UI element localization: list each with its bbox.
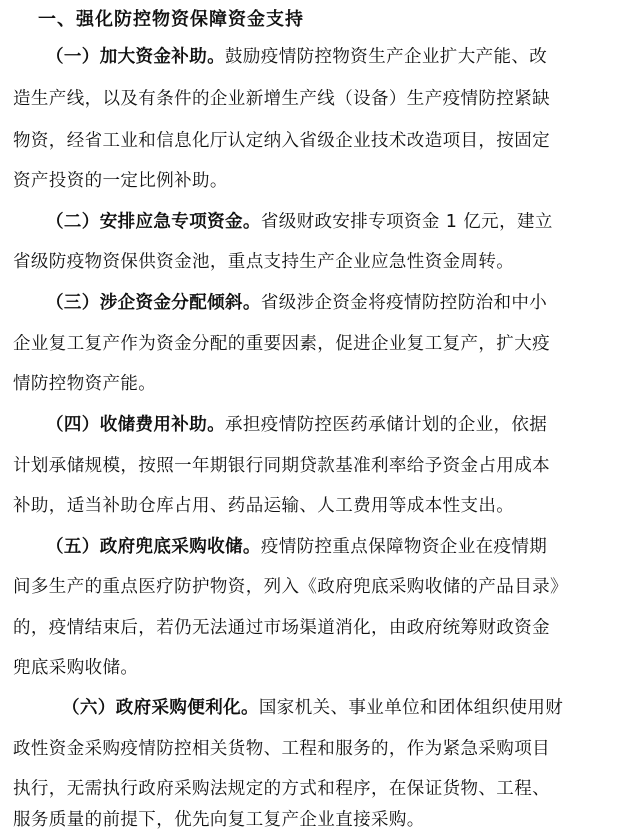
paragraph-1-line-4: 资产投资的一定比例补助。: [13, 171, 228, 191]
paragraph-3-line-1: [46, 288, 626, 318]
paragraph-1-line-1: [46, 42, 626, 72]
paragraph-1-line-3: 物资，经省工业和信息化厅认定纳入省级企业技术改造项目，按固定: [13, 131, 550, 151]
paragraph-6-line-1: [62, 693, 626, 723]
paragraph-5-line-2: 间多生产的重点医疗防护物资，列入《政府兜底采购收储的产品目录》: [13, 577, 568, 597]
paragraph-3-line-2: 企业复工复产作为资金分配的重要因素，促进企业复工复产，扩大疫: [13, 334, 550, 354]
section-heading: 一、强化防控物资保障资金支持: [38, 9, 304, 30]
paragraph-5-line-4: 兜底采购收储。: [13, 658, 139, 678]
paragraph-1-text: 鼓励疫情防控物资生产企业扩大产能、改: [225, 47, 548, 67]
paragraph-4-line-3: 补助，适当补助仓库占用、药品运输、人工费用等成本性支出。: [13, 496, 515, 516]
paragraph-3-lead: （三）涉企资金分配倾斜。: [46, 293, 261, 313]
paragraph-3-line-3: 情防控物资产能。: [13, 374, 157, 394]
paragraph-6-lead: （六）政府采购便利化。: [62, 698, 259, 718]
paragraph-1-line-2: 造生产线，以及有条件的企业新增生产线（设备）生产疫情防控紧缺: [13, 89, 550, 109]
paragraph-4-line-2: 计划承储规模，按照一年期银行同期贷款基准利率给予资金占用成本: [13, 456, 550, 476]
paragraph-6-line-2: 政性资金采购疫情防控相关货物、工程和服务的，作为紧急采购项目: [13, 739, 550, 759]
paragraph-2-line-2: 省级防疫物资保供资金池，重点支持生产企业应急性资金周转。: [13, 252, 515, 272]
paragraph-3-text: 省级涉企资金将疫情防控防治和中小: [260, 293, 548, 313]
paragraph-4-text: 承担疫情防控医药承储计划的企业，依据: [225, 415, 548, 435]
paragraph-6-line-3: 执行，无需执行政府采购法规定的方式和程序，在保证货物、工程、: [13, 779, 550, 799]
paragraph-5-text: 疫情防控重点保障物资企业在疫情期: [260, 537, 548, 557]
paragraph-4-line-1: [46, 410, 626, 440]
paragraph-5-lead: （五）政府兜底采购收储。: [46, 537, 261, 557]
paragraph-2-text: 省级财政安排专项资金 1 亿元，建立: [260, 212, 553, 232]
paragraph-6-line-4: 服务质量的前提下，优先向复工复产企业直接采购。: [13, 810, 425, 830]
paragraph-2-lead: （二）安排应急专项资金。: [46, 212, 261, 232]
paragraph-2-line-1: [46, 207, 626, 237]
paragraph-1-lead: （一）加大资金补助。: [46, 47, 225, 67]
paragraph-5-line-3: 的，疫情结束后，若仍无法通过市场渠道消化，由政府统筹财政资金: [13, 618, 550, 638]
paragraph-5-line-1: [46, 532, 626, 562]
paragraph-6-text: 国家机关、事业单位和团体组织使用财: [258, 698, 564, 718]
paragraph-4-lead: （四）收储费用补助。: [46, 415, 225, 435]
